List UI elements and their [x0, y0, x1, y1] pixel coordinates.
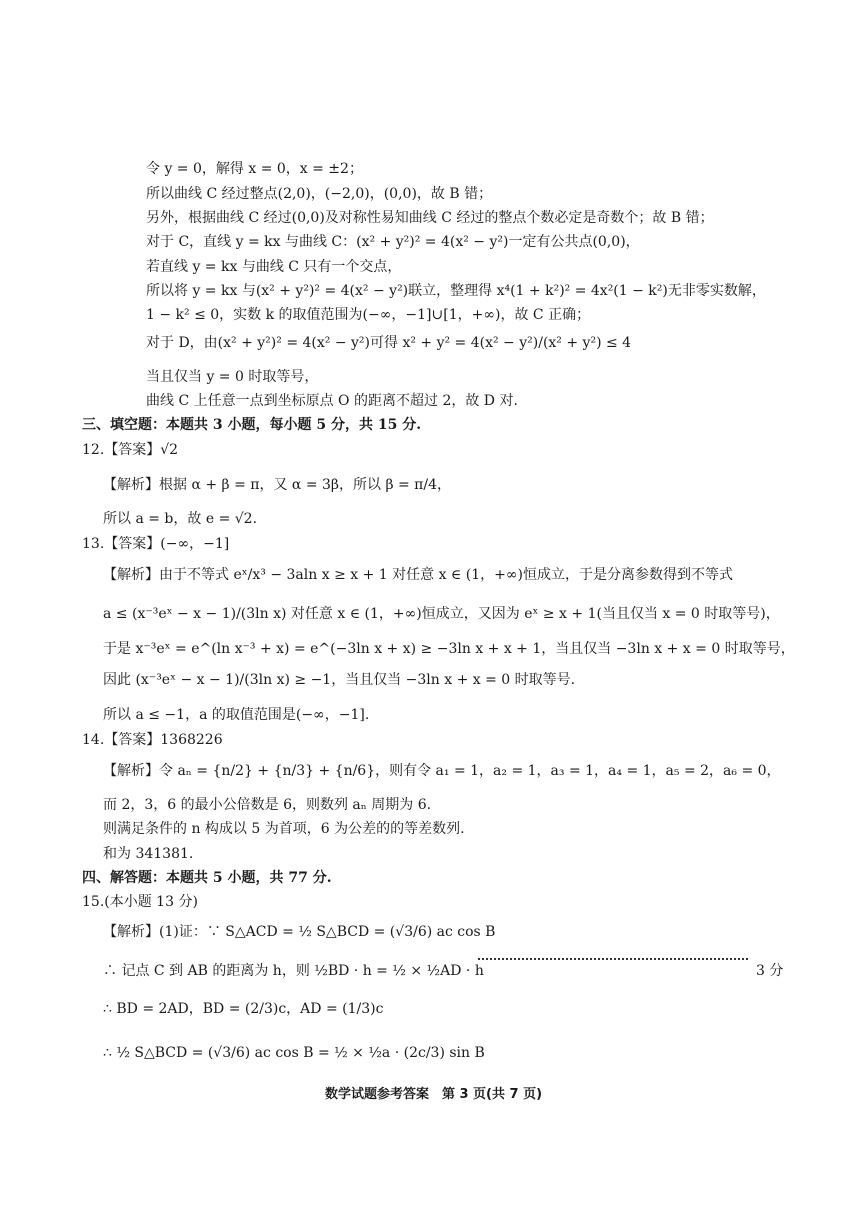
text-line: 于是 x⁻³eˣ = e^(ln x⁻³ + x) = e^(−3ln x + x) ≥ −3ln x + x + 1，当且仅当 −3ln x + x = 0 时取等号， — [103, 641, 795, 657]
problem-heading: 15.(本小题 13 分) — [82, 894, 198, 910]
text-line: 和为 341381. — [103, 846, 194, 862]
text-line: 因此 (x⁻³eˣ − x − 1)/(3ln x) ≥ −1，当且仅当 −3ln x + x = 0 时取等号. — [103, 672, 576, 688]
text-line: ∴ ½ S△BCD = (√3/6) ac cos B = ½ × ½a · (2c/3) sin B — [103, 1045, 485, 1061]
text-line: 对于 C，直线 y = kx 与曲线 C：(x² + y²)² = 4(x² − y²)一定有公共点(0,0)， — [146, 234, 640, 250]
text-line: 【解析】(1)证：∵ S△ACD = ½ S△BCD = (√3/6) ac cos B — [103, 924, 496, 940]
text-line: 则满足条件的 n 构成以 5 为首项，6 为公差的的等差数列. — [103, 821, 465, 837]
text-line: 所以 a ≤ −1，a 的取值范围是(−∞，−1]. — [103, 707, 370, 723]
text-line: 对于 D，由(x² + y²)² = 4(x² − y²)可得 x² + y² = 4(x² − y²)/(x² + y²) ≤ 4 — [146, 335, 632, 351]
answer-line: 14.【答案】1368226 — [82, 732, 223, 748]
text-line: 所以将 y = kx 与(x² + y²)² = 4(x² − y²)联立，整理得 x⁴(1 + k²)² = 4x²(1 − k²)无非零实数解， — [146, 283, 766, 299]
text-line: a ≤ (x⁻³eˣ − x − 1)/(3ln x) 对任意 x ∈ (1，+∞)恒成立，又因为 eˣ ≥ x + 1(当且仅当 x = 0 时取等号)， — [103, 606, 780, 622]
text-line: 1 − k² ≤ 0，实数 k 的取值范围为(−∞，−1]∪[1，+∞)，故 C 正确； — [146, 307, 591, 323]
answer-line: 12.【答案】√2 — [82, 442, 179, 458]
page-footer: 数学试题参考答案 第 3 页(共 7 页) — [324, 1087, 543, 1102]
text-line: 而 2，3，6 的最小公倍数是 6，则数列 aₙ 周期为 6. — [103, 797, 432, 813]
section-heading: 四、解答题：本题共 5 小题，共 77 分. — [82, 870, 332, 886]
text-line: 【解析】由于不等式 eˣ/x³ − 3aln x ≥ x + 1 对任意 x ∈ (1，+∞)恒成立，于是分离参数得到不等式 — [103, 567, 733, 583]
text-line: 当且仅当 y = 0 时取等号， — [146, 369, 319, 385]
text-line: 另外，根据曲线 C 经过(0,0)及对称性易知曲线 C 经过的整点个数必定是奇数个；故 B 错； — [146, 210, 714, 226]
text-line: 若直线 y = kx 与曲线 C 只有一个交点， — [146, 259, 402, 275]
text-line: 所以曲线 C 经过整点(2,0)，(−2,0)，(0,0)，故 B 错； — [146, 186, 493, 202]
score-mark: 3 分 — [756, 963, 784, 979]
text-line: 曲线 C 上任意一点到坐标原点 O 的距离不超过 2，故 D 对. — [146, 393, 518, 409]
section-heading: 三、填空题：本题共 3 小题，每小题 5 分，共 15 分. — [82, 417, 422, 433]
text-line: 【解析】令 aₙ = {n/2} + {n/3} + {n/6}，则有令 a₁ = 1，a₂ = 1，a₃ = 1，a₄ = 1，a₅ = 2，a₆ = 0， — [103, 763, 781, 779]
answer-line: 13.【答案】(−∞，−1] — [82, 536, 230, 552]
text-line: 令 y = 0，解得 x = 0，x = ±2； — [146, 161, 363, 177]
text-line: ∴ BD = 2AD，BD = (2/3)c，AD = (1/3)c — [103, 1001, 384, 1017]
text-line: 所以 a = b，故 e = √2. — [103, 511, 258, 527]
text-line: 【解析】根据 α + β = π，又 α = 3β，所以 β = π/4， — [103, 477, 451, 493]
score-leader-dots — [478, 958, 748, 960]
text-line: ∴ 记点 C 到 AB 的距离为 h，则 ½BD · h = ½ × ½AD · h — [103, 963, 484, 979]
